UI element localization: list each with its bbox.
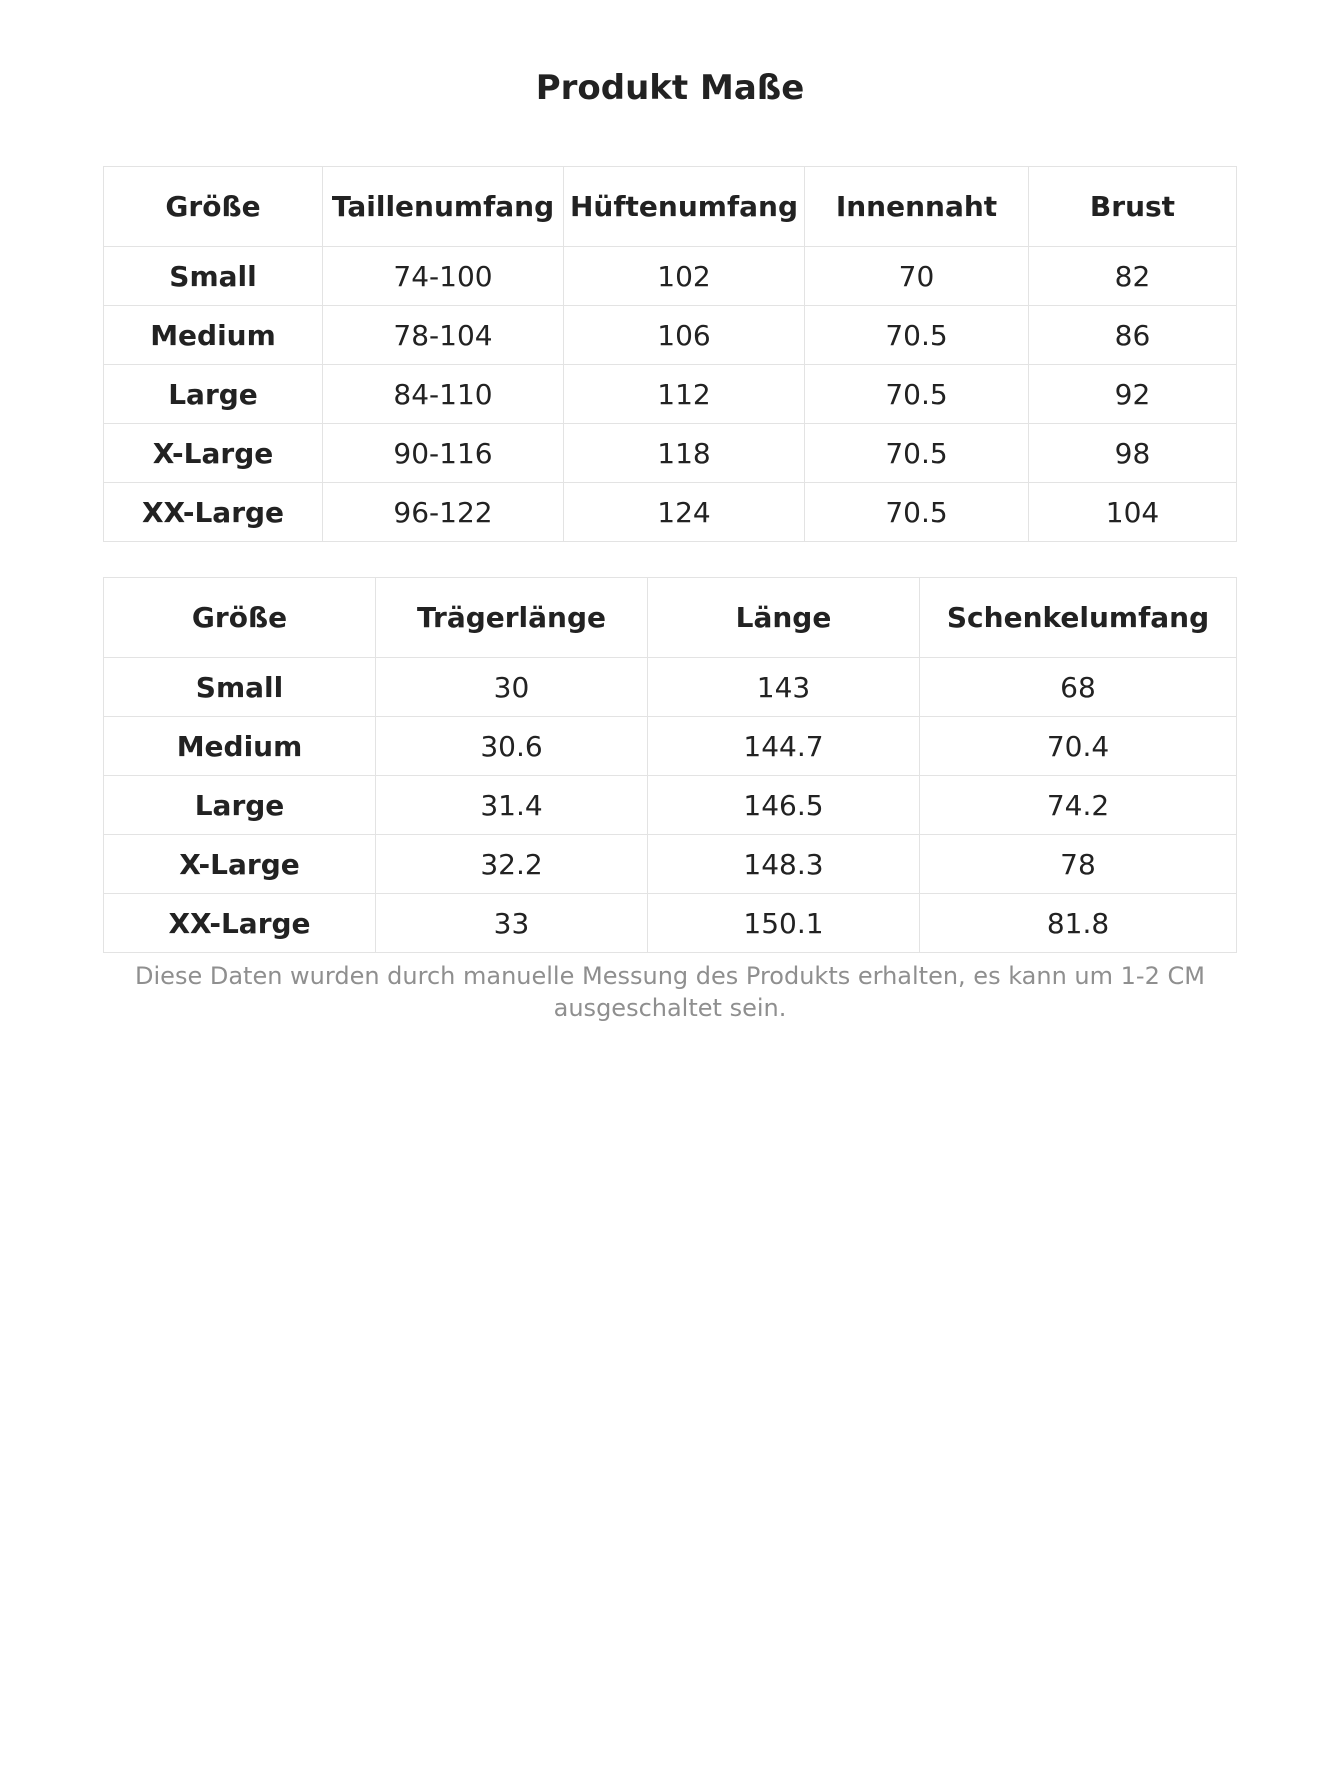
table-cell: 81.8 bbox=[920, 894, 1237, 953]
size-label: Small bbox=[104, 658, 376, 717]
table-row bbox=[104, 306, 1237, 365]
measurement-disclaimer: Diese Daten wurden durch manuelle Messung des Produkts erhalten, es kann um 1-2 CM ausgeschaltet sein. bbox=[135, 962, 1205, 1022]
table-cell: 82 bbox=[1029, 247, 1237, 306]
table-cell: 70.5 bbox=[805, 306, 1029, 365]
column-header: Innennaht bbox=[805, 167, 1029, 247]
column-header: Trägerlänge bbox=[376, 578, 648, 658]
size-table-length-measurements bbox=[103, 577, 1237, 953]
size-label: Medium bbox=[104, 306, 323, 365]
table-cell: 70.5 bbox=[805, 483, 1029, 542]
size-label: Small bbox=[104, 247, 323, 306]
size-label: XX-Large bbox=[104, 483, 323, 542]
column-header: Brust bbox=[1029, 167, 1237, 247]
table-cell: 112 bbox=[564, 365, 805, 424]
table-cell: 104 bbox=[1029, 483, 1237, 542]
size-label: Large bbox=[104, 365, 323, 424]
table-cell: 70.4 bbox=[920, 717, 1237, 776]
column-header: Länge bbox=[648, 578, 920, 658]
table-cell: 78 bbox=[920, 835, 1237, 894]
size-label: XX-Large bbox=[104, 894, 376, 953]
table-row bbox=[104, 483, 1237, 542]
page-title: Produkt Maße bbox=[535, 68, 805, 108]
table-row bbox=[104, 247, 1237, 306]
table-cell: 78-104 bbox=[323, 306, 564, 365]
table-cell: 106 bbox=[564, 306, 805, 365]
table-cell: 96-122 bbox=[323, 483, 564, 542]
table-cell: 31.4 bbox=[376, 776, 648, 835]
table-row bbox=[104, 835, 1237, 894]
table-cell: 98 bbox=[1029, 424, 1237, 483]
table-cell: 90-116 bbox=[323, 424, 564, 483]
table-row bbox=[104, 717, 1237, 776]
table-cell: 32.2 bbox=[376, 835, 648, 894]
table-cell: 86 bbox=[1029, 306, 1237, 365]
table-cell: 70 bbox=[805, 247, 1029, 306]
table-cell: 70.5 bbox=[805, 424, 1029, 483]
column-header: Hüftenumfang bbox=[564, 167, 805, 247]
table-cell: 74.2 bbox=[920, 776, 1237, 835]
table-row bbox=[104, 365, 1237, 424]
column-header: Taillenumfang bbox=[323, 167, 564, 247]
table-cell: 102 bbox=[564, 247, 805, 306]
table-header-row bbox=[104, 578, 1237, 658]
table-cell: 146.5 bbox=[648, 776, 920, 835]
size-label: Medium bbox=[104, 717, 376, 776]
table-cell: 33 bbox=[376, 894, 648, 953]
table-cell: 92 bbox=[1029, 365, 1237, 424]
column-header: Schenkelumfang bbox=[920, 578, 1237, 658]
table-row bbox=[104, 424, 1237, 483]
table-cell: 70.5 bbox=[805, 365, 1029, 424]
size-label: Large bbox=[104, 776, 376, 835]
size-label: X-Large bbox=[104, 835, 376, 894]
table-cell: 30.6 bbox=[376, 717, 648, 776]
column-header: Größe bbox=[104, 167, 323, 247]
table-cell: 124 bbox=[564, 483, 805, 542]
table-cell: 118 bbox=[564, 424, 805, 483]
table-cell: 144.7 bbox=[648, 717, 920, 776]
table-row bbox=[104, 776, 1237, 835]
table-cell: 150.1 bbox=[648, 894, 920, 953]
table-cell: 148.3 bbox=[648, 835, 920, 894]
column-header: Größe bbox=[104, 578, 376, 658]
table-header-row bbox=[104, 167, 1237, 247]
table-row bbox=[104, 894, 1237, 953]
table-cell: 74-100 bbox=[323, 247, 564, 306]
table-cell: 143 bbox=[648, 658, 920, 717]
table-row bbox=[104, 658, 1237, 717]
size-table-body-measurements bbox=[103, 166, 1237, 542]
size-label: X-Large bbox=[104, 424, 323, 483]
table-cell: 84-110 bbox=[323, 365, 564, 424]
table-cell: 68 bbox=[920, 658, 1237, 717]
table-cell: 30 bbox=[376, 658, 648, 717]
